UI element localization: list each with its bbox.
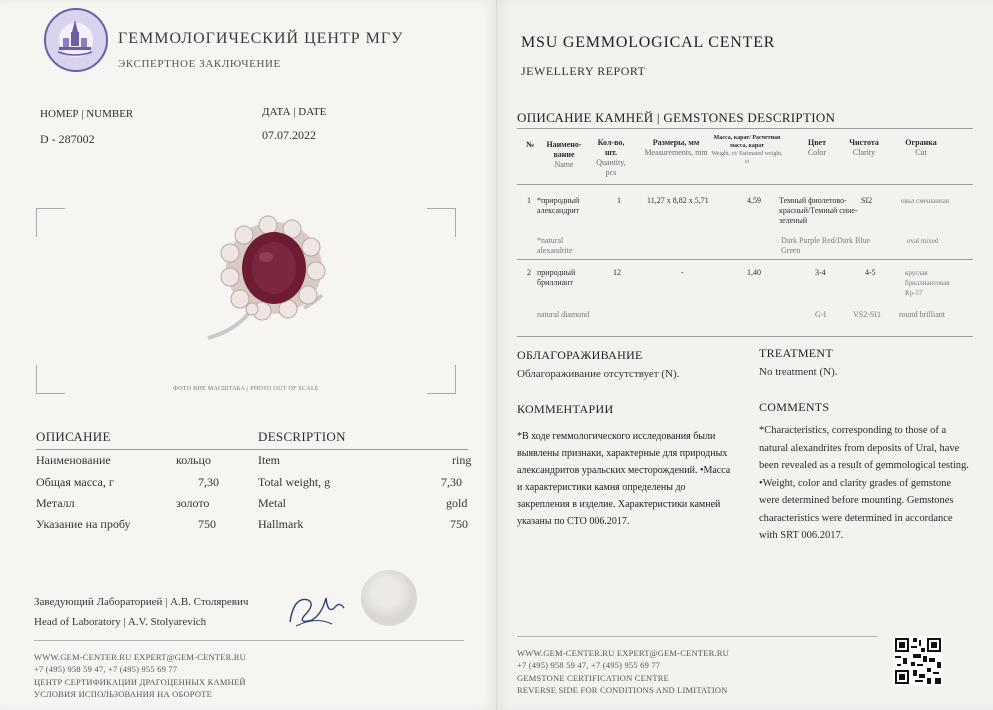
- comments-ru-text: *В ходе геммологического исследования были выявлены признаки, характерные для природных александритов уральских месторождений. •Масса и характеристики камня определены до закрепления в изделие. Характеристики камней указаны по СТО 006.2017.: [517, 431, 731, 527]
- signature: [286, 586, 348, 634]
- gem-clarity-ru: SI2: [861, 196, 873, 205]
- comments-en-text: *Characteristics, corresponding to those of a natural alexandrites from deposits of Ural, have been revealed as a result of gemmological testing. •Weight, color and clarity grades of gemstone were determined before mounting. Gemstones characteristics were determined in accordance with SRT 006.2017.: [759, 425, 969, 541]
- gem-color-ru: Темный фиолетово-красный/Темный сине-зеленый: [779, 196, 858, 225]
- footer-phones: +7 (495) 958 59 47, +7 (495) 955 69 77: [517, 660, 661, 670]
- row-divider: [517, 259, 973, 260]
- gem-weight: 4,59: [747, 196, 761, 205]
- date-label: ДАТА | DATE: [262, 106, 327, 118]
- row-en-label: Total weight, g: [258, 475, 331, 489]
- report-right-page: [497, 0, 993, 710]
- report-left-page: [0, 0, 496, 710]
- gem-cut-ru: овал смешанная: [901, 197, 950, 205]
- row-en-label: Hallmark: [258, 517, 304, 531]
- footer-phones: +7 (495) 958 59 47, +7 (495) 955 69 77: [34, 664, 178, 674]
- gem-clarity-ru: 4-5: [865, 268, 876, 277]
- table-top-line: [517, 128, 973, 129]
- head-of-lab-en: Head of Laboratory | A.V. Stolyarevich: [34, 616, 207, 628]
- gem-measurements: -: [681, 268, 684, 277]
- gem-weight: 1,40: [747, 268, 761, 277]
- row-ru-label: Общая масса, г: [36, 475, 114, 489]
- gem-cut-en: oval mixed: [907, 237, 939, 245]
- msu-logo: [44, 8, 108, 72]
- description-en-header: DESCRIPTION: [258, 429, 346, 444]
- gem-clarity-en: VS2-SI1: [853, 310, 882, 319]
- col-header-quantity: Кол-во, шт. Quantity, pcs: [596, 138, 626, 177]
- gem-cut-ru: круглая бриллиантовая Кр-57: [905, 269, 950, 297]
- gem-no: 1: [527, 196, 531, 205]
- row-ru-value: золото: [176, 496, 210, 510]
- comments-en-header: COMMENTS: [759, 400, 830, 414]
- lab-title: ГЕММОЛОГИЧЕСКИЙ ЦЕНТР МГУ: [118, 30, 404, 47]
- row-en-value: ring: [452, 453, 472, 467]
- row-ru-label: Металл: [36, 496, 75, 510]
- row-ru-label: Указание на пробу: [36, 517, 131, 531]
- head-of-lab-ru: Заведующий Лабораторией | А.В. Столяревич: [34, 596, 249, 608]
- gemstones-section-title: ОПИСАНИЕ КАМНЕЙ | GEMSTONES DESCRIPTION: [517, 110, 836, 125]
- footer-contacts: WWW.GEM-CENTER.RU EXPERT@GEM-CENTER.RU: [517, 648, 729, 658]
- gem-name-ru: природный бриллиант: [537, 268, 576, 287]
- gem-name-en: *natural alexandrite: [537, 236, 573, 255]
- col-header-clarity: Чистота Clarity: [849, 138, 879, 157]
- gem-color-ru: 3-4: [815, 268, 826, 277]
- col-header-color: Цвет Color: [807, 138, 827, 157]
- footer-conditions: REVERSE SIDE FOR CONDITIONS AND LIMITATION: [517, 685, 728, 695]
- row-ru-value: 7,30: [198, 475, 219, 489]
- footer-contacts: WWW.GEM-CENTER.RU EXPERT@GEM-CENTER.RU: [34, 652, 246, 662]
- col-header-cut: Огранка Cut: [905, 138, 937, 157]
- gem-cut-en: round brilliant: [899, 310, 945, 319]
- report-type: JEWELLERY REPORT: [521, 64, 646, 78]
- document-type: ЭКСПЕРТНОЕ ЗАКЛЮЧЕНИЕ: [118, 58, 281, 70]
- photo-caption: ФОТО ВНЕ МАСШТАБА | PHOTO OUT OF SCALE: [173, 386, 319, 392]
- description-ru-header: ОПИСАНИЕ: [36, 429, 111, 444]
- divider: [36, 449, 468, 450]
- ring-photo: [204, 213, 344, 343]
- gem-no: 2: [527, 268, 531, 277]
- gem-quantity: 12: [613, 268, 621, 277]
- footer-divider: [34, 640, 464, 641]
- col-header-weight: Масса, карат/ Расчетная масса, карат Weight, ct/ Estimated weight, ct: [711, 135, 783, 165]
- col-header-no: №: [525, 140, 535, 149]
- footer-divider: [517, 636, 877, 637]
- row-en-label: Item: [258, 453, 280, 467]
- treatment-en-header: TREATMENT: [759, 346, 834, 360]
- table-header-line: [517, 184, 973, 185]
- number-value: D - 287002: [40, 132, 95, 146]
- row-en-label: Metal: [258, 496, 286, 510]
- comments-ru-header: КОММЕНТАРИИ: [517, 402, 614, 416]
- treatment-ru-text: Облагораживание отсутствует (N).: [517, 368, 680, 380]
- gem-name-ru: *природный александрит: [537, 196, 580, 215]
- embossed-seal: [361, 570, 417, 626]
- row-en-value: gold: [446, 496, 468, 510]
- row-ru-value: 750: [198, 517, 216, 531]
- gem-color-en: G-I: [815, 310, 827, 319]
- treatment-ru-header: ОБЛАГОРАЖИВАНИЕ: [517, 348, 643, 362]
- gem-measurements: 11,27 х 8,82 х 5,71: [647, 196, 709, 205]
- row-ru-label: Наименование: [36, 453, 111, 467]
- footer-centre: ЦЕНТР СЕРТИФИКАЦИИ ДРАГОЦЕННЫХ КАМНЕЙ: [34, 677, 246, 687]
- date-value: 07.07.2022: [262, 128, 316, 142]
- ring-photo-frame: [36, 208, 456, 394]
- col-header-measurements: Размеры, мм Measurements, mm: [644, 138, 708, 157]
- row-en-value: 750: [450, 517, 468, 531]
- gem-quantity: 1: [617, 196, 621, 205]
- row-en-value: 7,30: [441, 475, 462, 489]
- col-header-name: Наимено- вание Name: [546, 140, 582, 169]
- number-label: НОМЕР | NUMBER: [40, 108, 134, 120]
- gem-color-en: Dark Purple Red/Dark Blue Green: [781, 236, 871, 255]
- footer-conditions: УСЛОВИЯ ИСПОЛЬЗОВАНИЯ НА ОБОРОТЕ: [34, 689, 212, 699]
- row-ru-value: кольцо: [176, 453, 211, 467]
- gem-name-en: natural diamond: [537, 310, 590, 319]
- center-title: MSU GEMMOLOGICAL CENTER: [521, 34, 776, 51]
- footer-centre: GEMSTONE CERTIFICATION CENTRE: [517, 673, 669, 683]
- qr-code: [893, 636, 943, 686]
- treatment-en-text: No treatment (N).: [759, 366, 838, 378]
- table-bottom-line: [517, 336, 973, 337]
